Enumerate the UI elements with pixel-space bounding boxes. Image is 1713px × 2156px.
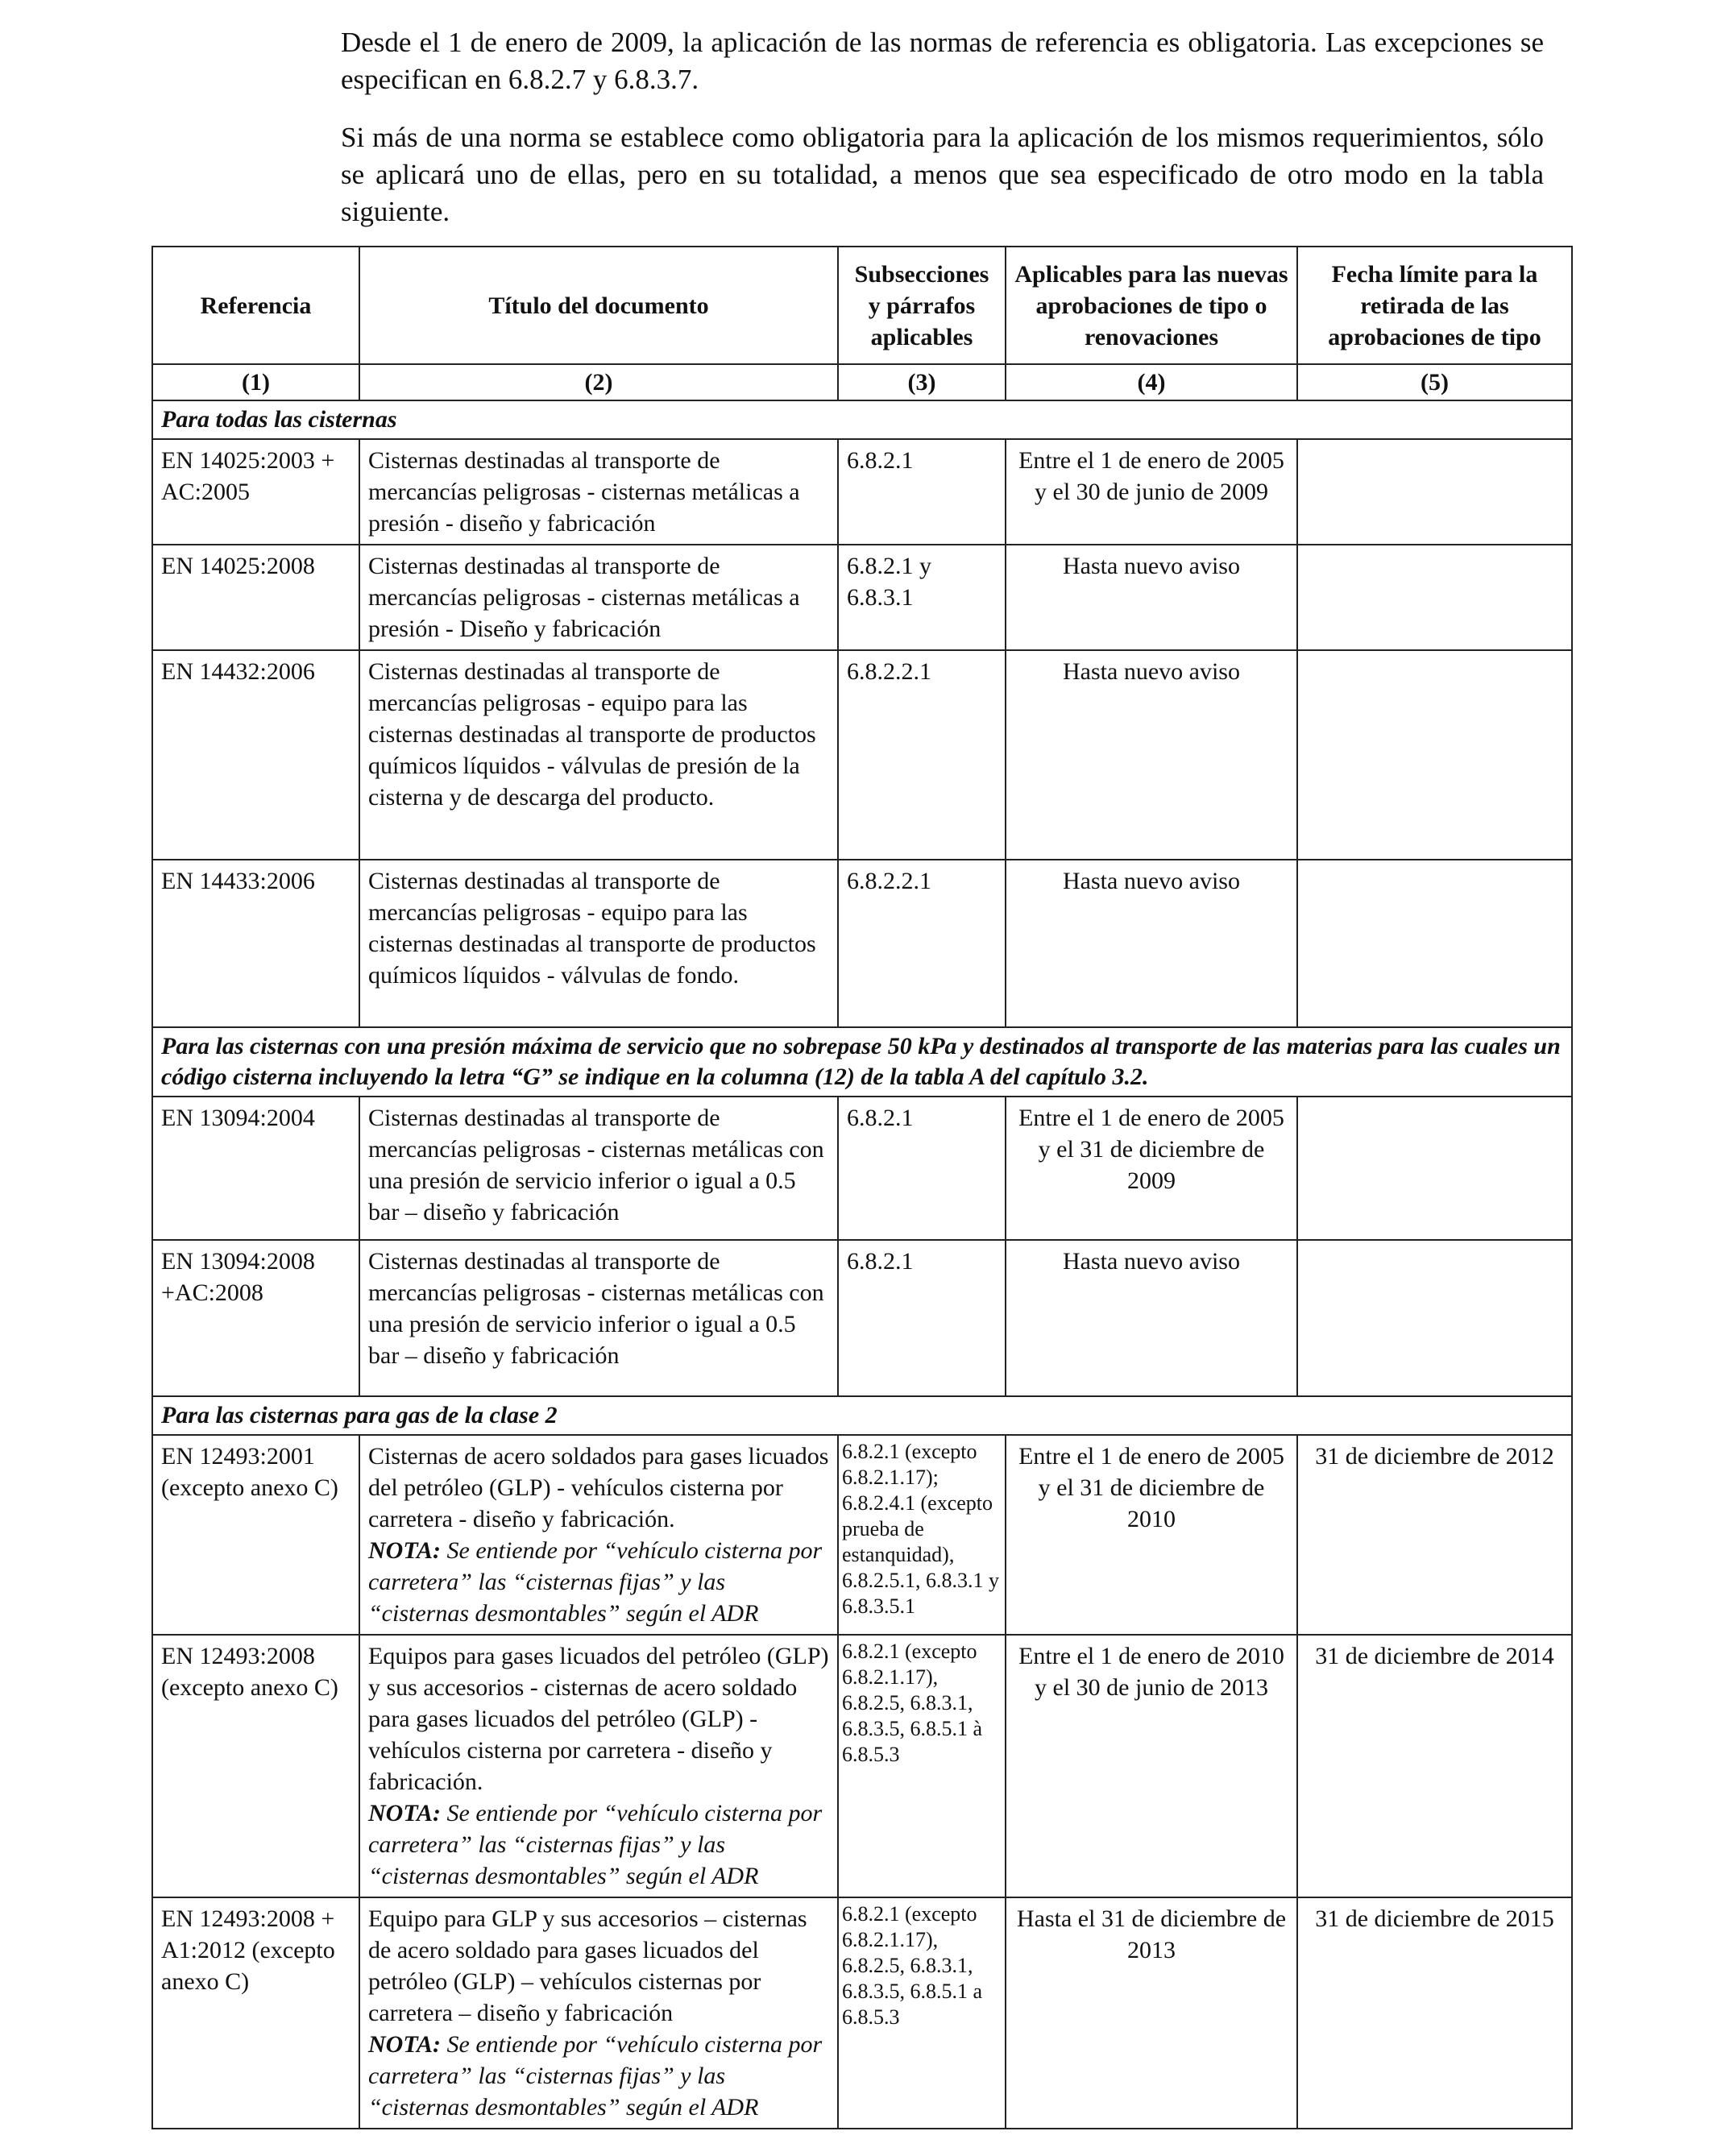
table-row: [152, 1240, 1572, 1396]
cell-subsecciones: 6.8.2.1 (excepto 6.8.2.1.17); 6.8.2.4.1 (excepto prueba de estanquidad), 6.8.2.5.1, 6.8.3.1 y 6.8.3.5.1: [838, 1435, 1006, 1635]
nota-text: Se entiende por “vehículo cisterna por carretera” las “cisternas fijas” y las “cisternas desmontables” según el ADR: [368, 1800, 823, 1889]
cell-titulo-text: Equipos para gases licuados del petróleo (GLP) y sus accesorios - cisternas de acero soldado para gases licuados del petróleo (GLP) - vehículos cisterna por carretera - diseño y fabricación.: [368, 1643, 829, 1795]
table-row: [152, 1435, 1572, 1635]
cell-referencia: EN 12493:2001 (excepto anexo C): [152, 1435, 359, 1635]
cell-titulo: [359, 1635, 838, 1897]
cell-titulo: Cisternas destinadas al transporte de mercancías peligrosas - cisternas metálicas con una presión de servicio inferior o igual a 0.5 bar – diseño y fabricación: [359, 1240, 838, 1396]
cell-subsecciones: 6.8.2.1: [838, 439, 1006, 545]
cell-subsecciones: 6.8.2.2.1: [838, 650, 1006, 860]
intro-paragraph-2: Si más de una norma se establece como obligatoria para la aplicación de los mismos requerimientos, sólo se aplicará uno de ellas, pero en su totalidad, a menos que sea especificado de otro modo en la tabla siguiente.: [341, 122, 1544, 227]
column-number: (2): [359, 364, 838, 400]
nota: [368, 2029, 829, 2123]
table-row: [152, 860, 1572, 1027]
nota: [368, 1797, 829, 1892]
cell-referencia: EN 14433:2006: [152, 860, 359, 1027]
nota-label: NOTA:: [368, 1537, 441, 1564]
cell-fecha: [1297, 1097, 1572, 1240]
cell-subsecciones: 6.8.2.1 (excepto 6.8.2.1.17), 6.8.2.5, 6.8.3.1, 6.8.3.5, 6.8.5.1 à 6.8.5.3: [838, 1635, 1006, 1897]
cell-subsecciones: 6.8.2.1 y 6.8.3.1: [838, 545, 1006, 650]
section-title: Para todas las cisternas: [152, 400, 1572, 439]
cell-fecha: [1297, 860, 1572, 1027]
cell-aplicables: Hasta nuevo aviso: [1006, 545, 1297, 650]
table-row: [152, 1635, 1572, 1897]
section-row: [152, 1027, 1572, 1097]
cell-aplicables: Hasta nuevo aviso: [1006, 860, 1297, 1027]
header-referencia: Referencia: [152, 247, 359, 364]
nota-label: NOTA:: [368, 1800, 441, 1826]
cell-titulo: [359, 1435, 838, 1635]
column-number: (4): [1006, 364, 1297, 400]
header-titulo: Título del documento: [359, 247, 838, 364]
table-row: [152, 439, 1572, 545]
cell-subsecciones: 6.8.2.1: [838, 1097, 1006, 1240]
table-row: [152, 1097, 1572, 1240]
nota-label: NOTA:: [368, 2031, 441, 2058]
cell-fecha: 31 de diciembre de 2012: [1297, 1435, 1572, 1635]
column-number: (1): [152, 364, 359, 400]
cell-titulo-text: Equipo para GLP y sus accesorios – cisternas de acero soldado para gases licuados del petróleo (GLP) – vehículos cisternas por carretera – diseño y fabricación: [368, 1905, 807, 2026]
nota: [368, 1535, 829, 1629]
cell-referencia: EN 14432:2006: [152, 650, 359, 860]
column-number-row: [152, 364, 1572, 400]
cell-fecha: [1297, 1240, 1572, 1396]
standards-table: [151, 246, 1573, 2129]
section-row: [152, 400, 1572, 439]
cell-aplicables: Entre el 1 de enero de 2010 y el 30 de junio de 2013: [1006, 1635, 1297, 1897]
cell-titulo: Cisternas destinadas al transporte de mercancías peligrosas - cisternas metálicas a presión - Diseño y fabricación: [359, 545, 838, 650]
intro-paragraph-1: Desde el 1 de enero de 2009, la aplicación de las normas de referencia es obligatoria. Las excepciones se especifican en 6.8.2.7 y 6.8.3.7.: [341, 27, 1544, 95]
cell-subsecciones: 6.8.2.2.1: [838, 860, 1006, 1027]
cell-referencia: EN 12493:2008 (excepto anexo C): [152, 1635, 359, 1897]
table-row: [152, 545, 1572, 650]
cell-referencia: EN 13094:2008 +AC:2008: [152, 1240, 359, 1396]
header-aplicables: Aplicables para las nuevas aprobaciones de tipo o renovaciones: [1006, 247, 1297, 364]
nota-text: Se entiende por “vehículo cisterna por carretera” las “cisternas fijas” y las “cisternas desmontables” según el ADR: [368, 2031, 823, 2121]
table-row: [152, 1897, 1572, 2129]
cell-aplicables: Entre el 1 de enero de 2005 y el 31 de diciembre de 2009: [1006, 1097, 1297, 1240]
section-title: Para las cisternas con una presión máxima de servicio que no sobrepase 50 kPa y destinados al transporte de las materias para las cuales un código cisterna incluyendo la letra “G” se indique en la columna (12) de la tabla A del capítulo 3.2.: [152, 1027, 1572, 1097]
cell-subsecciones: 6.8.2.1 (excepto 6.8.2.1.17), 6.8.2.5, 6.8.3.1, 6.8.3.5, 6.8.5.1 a 6.8.5.3: [838, 1897, 1006, 2129]
section-row: [152, 1396, 1572, 1435]
cell-aplicables: Entre el 1 de enero de 2005 y el 31 de diciembre de 2010: [1006, 1435, 1297, 1635]
cell-referencia: EN 13094:2004: [152, 1097, 359, 1240]
cell-aplicables: Hasta nuevo aviso: [1006, 650, 1297, 860]
cell-fecha: 31 de diciembre de 2015: [1297, 1897, 1572, 2129]
cell-subsecciones: 6.8.2.1: [838, 1240, 1006, 1396]
cell-fecha: [1297, 545, 1572, 650]
cell-referencia: EN 12493:2008 + A1:2012 (excepto anexo C): [152, 1897, 359, 2129]
cell-fecha: 31 de diciembre de 2014: [1297, 1635, 1572, 1897]
cell-titulo: [359, 1897, 838, 2129]
cell-aplicables: Hasta el 31 de diciembre de 2013: [1006, 1897, 1297, 2129]
cell-titulo: Cisternas destinadas al transporte de mercancías peligrosas - equipo para las cisternas destinadas al transporte de productos químicos líquidos - válvulas de presión de la cisterna y de descarga del producto.: [359, 650, 838, 860]
table-header-row: [152, 247, 1572, 364]
column-number: (5): [1297, 364, 1572, 400]
section-title: Para las cisternas para gas de la clase 2: [152, 1396, 1572, 1435]
cell-aplicables: Entre el 1 de enero de 2005 y el 30 de junio de 2009: [1006, 439, 1297, 545]
cell-fecha: [1297, 650, 1572, 860]
cell-referencia: EN 14025:2003 + AC:2005: [152, 439, 359, 545]
cell-titulo: Cisternas destinadas al transporte de mercancías peligrosas - cisternas metálicas con una presión de servicio inferior o igual a 0.5 bar – diseño y fabricación: [359, 1097, 838, 1240]
cell-titulo: Cisternas destinadas al transporte de mercancías peligrosas - equipo para las cisternas destinadas al transporte de productos químicos líquidos - válvulas de fondo.: [359, 860, 838, 1027]
header-fecha: Fecha límite para la retirada de las aprobaciones de tipo: [1297, 247, 1572, 364]
cell-aplicables: Hasta nuevo aviso: [1006, 1240, 1297, 1396]
table-row: [152, 650, 1572, 860]
cell-titulo: Cisternas destinadas al transporte de mercancías peligrosas - cisternas metálicas a presión - diseño y fabricación: [359, 439, 838, 545]
cell-referencia: EN 14025:2008: [152, 545, 359, 650]
header-subsecciones: Subsecciones y párrafos aplicables: [838, 247, 1006, 364]
cell-fecha: [1297, 439, 1572, 545]
cell-titulo-text: Cisternas de acero soldados para gases licuados del petróleo (GLP) - vehículos cisterna por carretera - diseño y fabricación.: [368, 1443, 829, 1532]
nota-text: Se entiende por “vehículo cisterna por carretera” las “cisternas fijas” y las “cisternas desmontables” según el ADR: [368, 1537, 823, 1627]
column-number: (3): [838, 364, 1006, 400]
